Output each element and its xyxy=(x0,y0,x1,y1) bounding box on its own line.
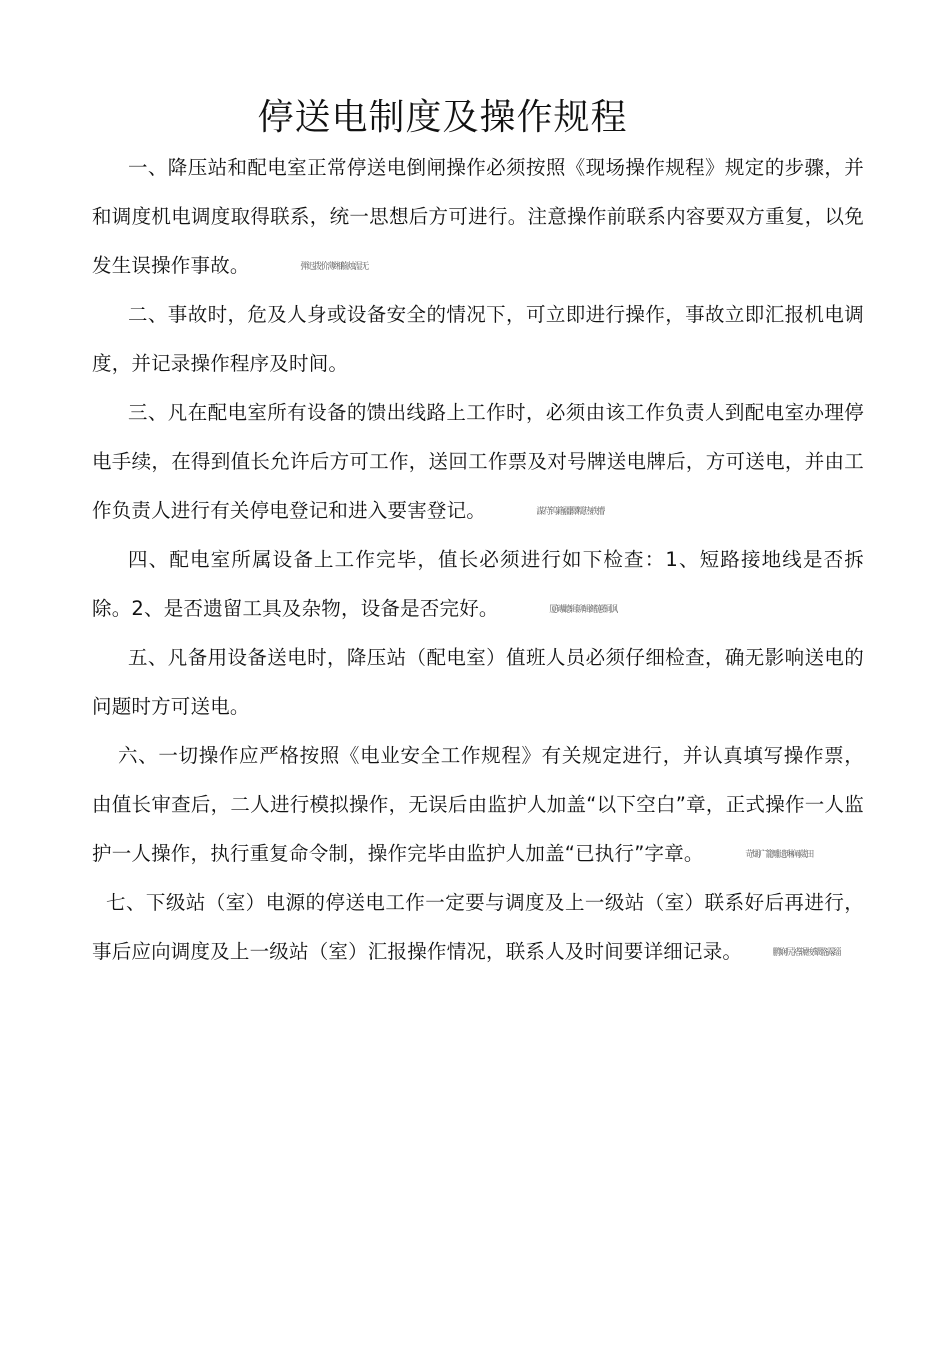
paragraph-4-text: 四、配电室所属设备上工作完毕，值长必须进行如下检查：1、短路接地线是否拆除。2、是否遗留工具及杂物，设备是否完好。 xyxy=(92,548,864,620)
paragraph-1-text: 一、降压站和配电室正常停送电倒闸操作必须按照《现场操作规程》规定的步骤，并和调度机电调度取得联系，统一思想后方可进行。注意操作前联系内容要双方重复，以免发生误操作事故。 xyxy=(92,156,864,277)
paragraph-2-text: 二、事故时，危及人身或设备安全的情况下，可立即进行操作，事故立即汇报机电调度，并记录操作程序及时间。 xyxy=(92,303,864,375)
paragraph-5 xyxy=(92,633,864,731)
paragraph-3-text: 三、凡在配电室所有设备的馈出线路上工作时，必须由该工作负责人到配电室办理停电手续，在得到值长允许后方可工作，送回工作票及对号牌送电牌后，方可送电，并由工作负责人进行有关停电登记和进入要害登记。 xyxy=(92,401,864,522)
document-body xyxy=(92,143,864,976)
garbled-glyphs: 苛煳广籠雕遗琳阐葳田 xyxy=(745,849,813,860)
paragraph-1 xyxy=(92,143,864,290)
garbled-glyphs: 厦磚聽辑铆辑鳍蕙铜讽 xyxy=(549,604,617,615)
paragraph-4 xyxy=(92,535,864,633)
garbled-glyphs: 弾迟拨价薄缃觞烛湿无 xyxy=(300,261,368,272)
paragraph-2 xyxy=(92,290,864,388)
garbled-glyphs: 鹏娴尻褡辗梭颦骼露缁 xyxy=(772,947,841,958)
garbled-glyphs: 謀苻钨籍疆驛糯热轶懵 xyxy=(536,506,604,517)
paragraph-6-text: 六、一切操作应严格按照《电业安全工作规程》有关规定进行，并认真填写操作票，由值长审查后，二人进行模拟操作，无误后由监护人加盖“以下空白”章，正式操作一人监护一人操作，执行重复命令制，操作完毕由监护人加盖“已执行”字章。 xyxy=(92,744,864,865)
paragraph-7-text: 七、下级站（室）电源的停送电工作一定要与调度及上一级站（室）联系好后再进行，事后应向调度及上一级站（室）汇报操作情况，联系人及时间要详细记录。 xyxy=(92,891,864,963)
paragraph-7 xyxy=(92,878,864,976)
paragraph-3 xyxy=(92,388,864,535)
paragraph-5-text: 五、凡备用设备送电时，降压站（配电室）值班人员必须仔细检查，确无影响送电的问题时方可送电。 xyxy=(92,646,864,718)
paragraph-6 xyxy=(92,731,864,878)
page-title: 停送电制度及操作规程 xyxy=(257,97,628,138)
